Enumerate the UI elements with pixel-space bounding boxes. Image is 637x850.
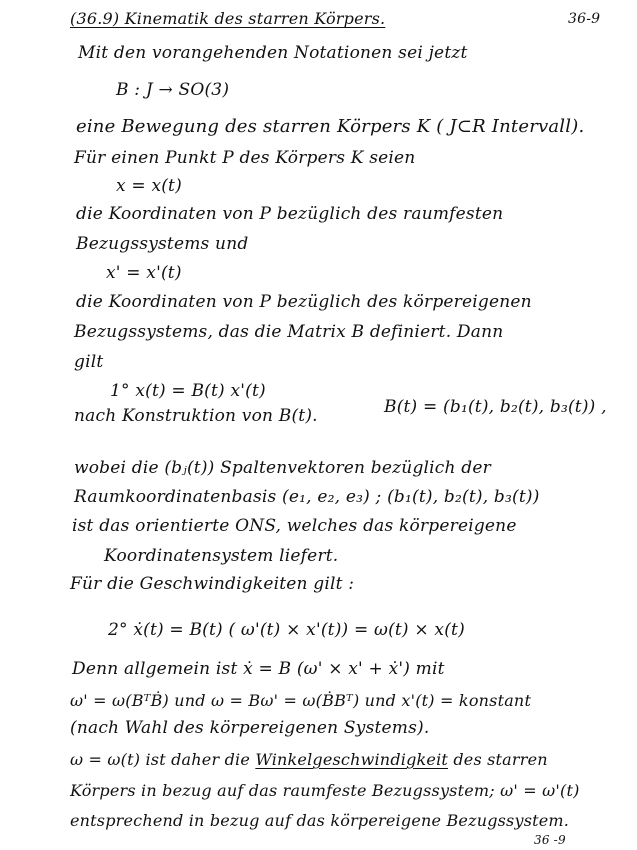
- text-line: Koordinatensystem liefert.: [104, 546, 339, 566]
- text-line: eine Bewegung des starren Körpers K ( J⊂R Intervall).: [76, 116, 585, 137]
- text-line: wobei die (bⱼ(t)) Spaltenvektoren bezüglich der: [74, 458, 491, 478]
- page-number-top: 36-9: [568, 11, 601, 27]
- text-fragment: ω = ω(t) ist daher die: [70, 750, 251, 769]
- text-line: ist das orientierte ONS, welches das körpereigene: [72, 516, 517, 536]
- text-line: (nach Wahl des körpereigenen Systems).: [70, 718, 430, 738]
- text-line: Bezugssystems, das die Matrix B definiert. Dann: [74, 322, 504, 342]
- underlined-term: Winkelgeschwindigkeit: [255, 750, 449, 769]
- page-number-bottom: 36 -9: [534, 833, 566, 847]
- formula-line: B : J → SO(3): [116, 80, 230, 100]
- text-line: [70, 750, 548, 769]
- section-heading: [70, 9, 385, 28]
- text-line: die Koordinaten von P bezüglich des raumfesten: [76, 204, 504, 224]
- text-fragment: des starren: [453, 750, 548, 769]
- text-line: Mit den vorangehenden Notationen sei jetzt: [78, 43, 468, 63]
- formula-line: ω' = ω(BᵀḂ) und ω = Bω' = ω(ḂBᵀ) und x'(t) = konstant: [70, 691, 532, 710]
- text-line: die Koordinaten von P bezüglich des körpereigenen: [76, 292, 532, 312]
- text-line: Bezugssystems und: [76, 234, 249, 254]
- formula-line: x' = x'(t): [106, 263, 182, 283]
- text-line: Raumkoordinatenbasis (e₁, e₂, e₃) ; (b₁(t), b₂(t), b₃(t)): [74, 487, 540, 507]
- text-line: Für die Geschwindigkeiten gilt :: [70, 574, 355, 594]
- formula-line: 2° ẋ(t) = B(t) ( ω'(t) × x'(t)) = ω(t) × x(t): [108, 620, 465, 640]
- formula-line: 1° x(t) = B(t) x'(t): [110, 381, 266, 401]
- text-line: Denn allgemein ist ẋ = B (ω' × x' + ẋ') mit: [72, 659, 445, 679]
- text-line: gilt: [74, 352, 104, 372]
- text-line: Körpers in bezug auf das raumfeste Bezugssystem; ω' = ω'(t): [70, 781, 580, 800]
- section-heading-text: (36.9) Kinematik des starren Körpers.: [70, 9, 386, 28]
- formula-line: B(t) = (b₁(t), b₂(t), b₃(t)) ,: [384, 397, 607, 417]
- text-line: nach Konstruktion von B(t).: [74, 406, 318, 426]
- text-line: Für einen Punkt P des Körpers K seien: [74, 148, 416, 168]
- text-line: entsprechend in bezug auf das körpereigene Bezugssystem.: [70, 811, 570, 830]
- formula-line: x = x(t): [116, 176, 182, 196]
